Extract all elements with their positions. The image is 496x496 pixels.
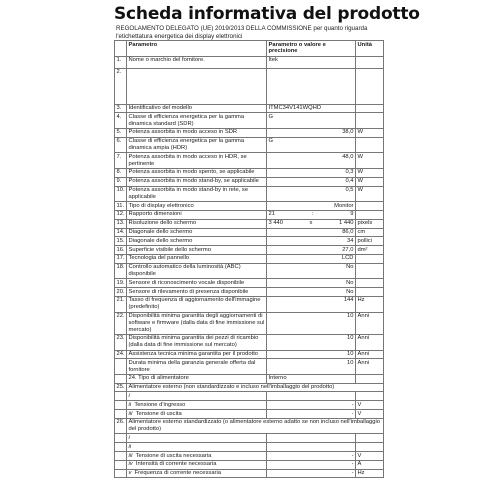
- ratio-value: [269, 211, 354, 218]
- table-row: [115, 153, 384, 169]
- row-value-text: 10: [347, 359, 354, 366]
- row-label: Potenza assorbita in modo stand-by, se applicabile: [127, 177, 267, 186]
- row-value: Itek: [267, 56, 356, 68]
- table-row: [115, 350, 384, 359]
- row-number: [115, 359, 127, 375]
- item-unit: [356, 434, 384, 443]
- section-25-label: Alimentatore esterno (non standardizzato e incluso nell'imballaggio del prodotto): [127, 383, 384, 392]
- row-value: [267, 219, 356, 228]
- row-label: Sensore di rilevamento di presenza disponibile: [127, 288, 267, 297]
- row-number: 12.: [116, 211, 125, 218]
- item-label: [127, 401, 267, 410]
- item-number: ii: [128, 401, 132, 408]
- row-label: Classe di efficienza energetica per la gamma dinamica standard (SDR): [127, 113, 267, 129]
- row-label: Controllo automatico della luminosità (ABC) disponibile: [127, 263, 267, 279]
- row-number: 7.: [115, 153, 127, 169]
- resolution-value: [269, 220, 354, 227]
- row-number: 3.: [115, 104, 127, 113]
- row-value: [267, 153, 356, 169]
- row-number: 20.: [116, 288, 125, 295]
- item-label: [127, 452, 267, 461]
- row-value: [267, 68, 356, 104]
- row-label: Potenza assorbita in modo acceso in HDR, se pertinente: [127, 153, 267, 169]
- row-value-text: 0,3: [345, 169, 354, 176]
- row-label: Superficie visibile dello schermo: [127, 246, 267, 255]
- item-number: iii: [128, 452, 133, 459]
- row-value: G: [267, 137, 356, 153]
- section-26-item: [115, 443, 384, 452]
- row-unit: [356, 254, 384, 263]
- row-unit: Anni: [356, 359, 384, 375]
- row-label-text: Tipo di alimentatore: [138, 375, 189, 382]
- item-value: [267, 410, 356, 419]
- row-number: [115, 443, 127, 452]
- item-label: [127, 410, 267, 419]
- row-value-text: No: [346, 279, 354, 286]
- row-value: [267, 312, 356, 334]
- row-value-text: 38,0: [342, 129, 354, 136]
- row-value-text: 144: [343, 297, 354, 304]
- item-value: [267, 392, 356, 401]
- header-unit: Unità: [356, 41, 384, 57]
- row-label: Rapporto dimensioni: [127, 210, 267, 219]
- row-label: Disponibilità minima garantita degli aggiornamenti di software e firmware (dalla data di fine immissione sul mercato): [127, 312, 267, 334]
- row-number: 24.: [116, 351, 125, 357]
- row-value: [267, 210, 356, 219]
- table-row: [115, 246, 384, 255]
- row-label: Nome o marchio del fornitore.: [127, 56, 267, 68]
- row-value: [267, 296, 356, 312]
- item-unit: V: [356, 410, 384, 419]
- page-title: Scheda informativa del prodotto: [114, 4, 420, 24]
- ratio-sep: :: [311, 211, 314, 218]
- row-label: Tecnologia del pannello: [127, 254, 267, 263]
- row-unit: Anni: [356, 312, 384, 334]
- row-value: G: [267, 113, 356, 129]
- item-label: [127, 469, 267, 478]
- row-unit: dm²: [356, 246, 384, 255]
- item-value: [267, 401, 356, 410]
- item-label-text: Frequenza di corrente necessaria: [134, 470, 221, 477]
- row-unit: [356, 263, 384, 279]
- row-value: Interno: [267, 374, 356, 383]
- row-value: [267, 254, 356, 263]
- row-value-text: 10: [347, 313, 354, 320]
- row-unit: [356, 279, 384, 288]
- row-unit: W: [356, 168, 384, 177]
- row-unit: [356, 202, 384, 211]
- item-value-text: -: [351, 401, 354, 408]
- item-value: [267, 452, 356, 461]
- table-row: [115, 113, 384, 129]
- row-value-text: LCD: [341, 255, 354, 262]
- row-number: 18.: [115, 263, 127, 279]
- row-label: Durata minima della garanzia generale offerta dal fornitore: [127, 359, 267, 375]
- row-number: 1.: [115, 56, 127, 68]
- item-value-text: -: [351, 410, 354, 417]
- row-value-text: 48,0: [342, 153, 354, 160]
- resolution-sep: x: [309, 220, 313, 227]
- item-number: iv: [128, 461, 133, 468]
- row-unit: [356, 210, 384, 219]
- row-unit: W: [356, 186, 384, 202]
- table-row: [115, 219, 384, 228]
- row-value: [267, 279, 356, 288]
- header-value: Parametro o valore e precisione: [267, 41, 356, 57]
- table-row: [115, 288, 384, 297]
- item-label-text: Tensione di uscita: [135, 410, 182, 417]
- table-row: [115, 128, 384, 137]
- table-row: [115, 254, 384, 263]
- row-value: [267, 177, 356, 186]
- row-value: [267, 237, 356, 246]
- table-row: [115, 279, 384, 288]
- table-row: [115, 68, 384, 104]
- row-label: Diagonale dello schermo: [127, 237, 267, 246]
- row-label: Identificativo del modello: [127, 104, 267, 113]
- row-unit: Anni: [356, 334, 384, 350]
- row-unit: [356, 137, 384, 153]
- row-value-text: 27,0: [342, 246, 354, 253]
- row-number: 2.: [115, 68, 127, 104]
- row-number: [115, 401, 127, 410]
- section-25-item: [115, 392, 384, 401]
- section-26-item: [115, 469, 384, 478]
- row-label: Potenza assorbita in modo stand-by in rete, se applicabile: [127, 186, 267, 202]
- table-row: [115, 202, 384, 211]
- table-row: [115, 177, 384, 186]
- item-value-text: -: [351, 461, 354, 468]
- row-label: Tasso di frequenza di aggiornamento dell'immagine (predefinito): [127, 296, 267, 312]
- row-number: 13.: [116, 220, 125, 227]
- row-unit: [356, 104, 384, 113]
- item-value: [267, 434, 356, 443]
- row-value-text: 0,5: [345, 187, 354, 194]
- row-label: Classe di efficienza energetica per la gamma dinamica ampia (HDR): [127, 137, 267, 153]
- row-number: 25.: [116, 384, 125, 391]
- row-value-text: 10: [347, 351, 354, 357]
- row-unit: W: [356, 128, 384, 137]
- section-26-label: Alimentatore esterno standardizzato (o alimentatore esterno adatto se non incluso nell'imballaggio del prodotto): [127, 418, 384, 434]
- row-value-text: No: [346, 288, 354, 295]
- row-number: [115, 469, 127, 478]
- row-unit: pollici: [356, 237, 384, 246]
- item-number: i: [128, 392, 130, 399]
- item-label-text: Tensione di uscita necessaria: [135, 452, 212, 459]
- table-row: [115, 263, 384, 279]
- row-unit: cm: [356, 228, 384, 237]
- row-label: Assistenza tecnica minima garantita per il prodotto: [127, 350, 267, 359]
- row-number: [115, 452, 127, 461]
- regulation-intro: REGOLAMENTO DELEGATO (UE) 2019/2013 DELLA COMMISSIONE per quanto riguarda l'etichettatura energetica dei display elettronici: [116, 25, 368, 40]
- section-26-item: [115, 460, 384, 469]
- row-unit: W: [356, 153, 384, 169]
- item-unit: V: [356, 452, 384, 461]
- section-26-item: [115, 434, 384, 443]
- item-label-text: Intensità di corrente necessaria: [135, 461, 217, 468]
- item-number: ii: [128, 443, 132, 450]
- row-unit: Hz: [356, 296, 384, 312]
- row-number: 23.: [115, 334, 127, 350]
- row-value: [267, 263, 356, 279]
- row-number: 4.: [115, 113, 127, 129]
- table-row: [115, 312, 384, 334]
- row-number: 6.: [115, 137, 127, 153]
- row-value: [267, 128, 356, 137]
- row-label: [127, 68, 267, 104]
- row-number: [115, 392, 127, 401]
- table-row: [115, 56, 384, 68]
- table-row: [115, 104, 384, 113]
- row-unit: [356, 113, 384, 129]
- row-unit: [356, 68, 384, 104]
- row-number: 5.: [115, 128, 127, 137]
- row-number: 8.: [115, 168, 127, 177]
- row-value-text: Monitor: [334, 202, 354, 209]
- row-value-text: No: [346, 264, 354, 271]
- item-number: v: [128, 470, 132, 477]
- row-number: [115, 460, 127, 469]
- row-number: 14.: [116, 229, 125, 236]
- row-label: Risoluzione dello schermo: [127, 219, 267, 228]
- row-number: 9.: [115, 177, 127, 186]
- table-header-row: [115, 41, 384, 57]
- row-number: 22.: [115, 312, 127, 334]
- ratio-a: 21: [268, 211, 275, 218]
- item-value-text: -: [351, 470, 354, 477]
- table-row: [115, 210, 384, 219]
- table-row: [115, 374, 384, 383]
- row-value: [267, 186, 356, 202]
- row-number: [115, 434, 127, 443]
- item-number: iii: [128, 410, 133, 417]
- row-value: [267, 202, 356, 211]
- resolution-b: 1 440: [338, 220, 354, 227]
- row-unit: [356, 374, 384, 383]
- row-label: Potenza assorbita in modo acceso in SDR: [127, 128, 267, 137]
- item-label: [127, 460, 267, 469]
- item-unit: [356, 443, 384, 452]
- row-value: [267, 228, 356, 237]
- row-value: [267, 246, 356, 255]
- table-row: [115, 237, 384, 246]
- item-value: [267, 469, 356, 478]
- ratio-b: 9: [350, 211, 354, 218]
- row-label: Diagonale dello schermo: [127, 228, 267, 237]
- item-value: [267, 443, 356, 452]
- row-number: 11.: [115, 202, 127, 211]
- table-row: [115, 228, 384, 237]
- item-value-text: -: [351, 452, 354, 459]
- row-value-text: 0,4: [345, 178, 354, 185]
- table-row: [115, 168, 384, 177]
- item-label: [127, 392, 267, 401]
- item-unit: V: [356, 401, 384, 410]
- header-param: Parametro: [127, 41, 267, 57]
- product-info-table: [114, 40, 384, 478]
- row-unit: Anni: [356, 350, 384, 359]
- row-value-text: 34: [347, 237, 354, 244]
- row-number: 16.: [116, 246, 125, 253]
- item-label: [127, 434, 267, 443]
- row-value: [267, 334, 356, 350]
- row-number: [115, 410, 127, 419]
- table-row: [115, 137, 384, 153]
- item-unit: [356, 392, 384, 401]
- section-25-item: [115, 401, 384, 410]
- item-unit: Hz: [356, 469, 384, 478]
- row-number: 19.: [116, 279, 125, 286]
- row-value: [267, 288, 356, 297]
- row-value-text: 10: [347, 335, 354, 342]
- row-value: [267, 359, 356, 375]
- item-label-text: Tensione d'ingresso: [134, 401, 186, 408]
- table-row: [115, 186, 384, 202]
- section-26-item: [115, 452, 384, 461]
- row-number: 21.: [115, 296, 127, 312]
- table-row: [115, 359, 384, 375]
- item-number: i: [128, 434, 130, 441]
- row-label: Sensore di riconoscimento vocale disponibile: [127, 279, 267, 288]
- row-number: 17.: [116, 255, 125, 262]
- row-value: [267, 350, 356, 359]
- row-unit: W: [356, 177, 384, 186]
- row-unit: pixels: [356, 219, 384, 228]
- row-value: [267, 168, 356, 177]
- resolution-a: 3 440: [268, 220, 284, 227]
- item-label: [127, 443, 267, 452]
- row-label-prefix: 24.: [128, 375, 139, 382]
- row-value: ITMC34V141WQHD: [267, 104, 356, 113]
- row-label: Tipo di display elettronico: [127, 202, 267, 211]
- row-number: 15.: [116, 237, 125, 244]
- row-unit: [356, 288, 384, 297]
- row-label: Disponibilità minima garantita dei pezzi di ricambio (dalla data di fine immissione sul mercato): [127, 334, 267, 350]
- row-label: [127, 374, 267, 383]
- section-26-row: [115, 418, 384, 434]
- header-number: [115, 41, 127, 57]
- section-25-row: [115, 383, 384, 392]
- row-unit: [356, 56, 384, 68]
- row-value-text: 86,0: [342, 229, 354, 236]
- section-25-item: [115, 410, 384, 419]
- row-label: Potenza assorbita in modo spento, se applicabile: [127, 168, 267, 177]
- table-row: [115, 296, 384, 312]
- row-number: 10.: [115, 186, 127, 202]
- item-unit: A: [356, 460, 384, 469]
- row-number: 26.: [115, 418, 127, 434]
- table-row: [115, 334, 384, 350]
- item-value: [267, 460, 356, 469]
